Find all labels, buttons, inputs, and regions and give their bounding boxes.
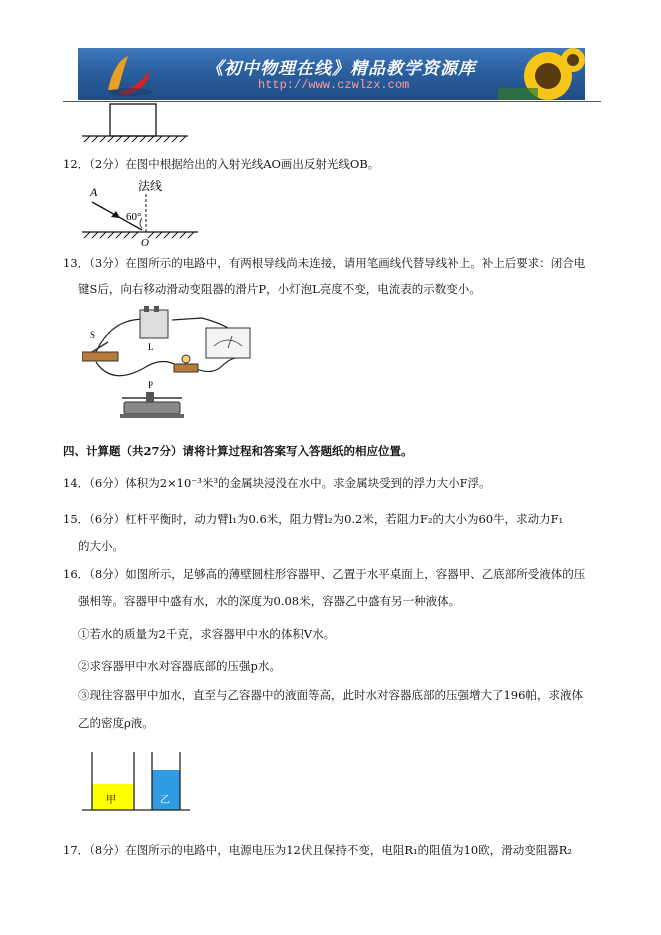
section4-heading: 四、计算题（共27分）请将计算过程和答案写入答题纸的相应位置。 [63, 444, 413, 458]
fig13-label-s: S [90, 330, 96, 340]
battery-icon [140, 306, 168, 338]
q16-part2: ②求容器甲中水对容器底部的压强p水。 [78, 659, 281, 673]
fig16-label-jia: 甲 [106, 795, 116, 806]
ammeter-icon [206, 328, 250, 358]
reflection-figure [80, 176, 200, 248]
q15-line2: 的大小。 [78, 539, 124, 553]
q12-text: 12．（2分）在图中根据给出的入射光线AO画出反射光线OB。 [63, 157, 380, 171]
q16-line2: 强相等。容器甲中盛有水，水的深度为0.08米，容器乙中盛有另一种液体。 [78, 594, 461, 608]
block-on-surface-figure [80, 102, 190, 142]
fig12-label-angle: 60° [126, 211, 142, 223]
circuit-figure [82, 306, 262, 424]
bulb-icon [174, 355, 198, 372]
rheostat-icon [120, 392, 184, 418]
sunflower-icon [498, 48, 585, 100]
q13-line1: 13．（3分）在图所示的电路中，有两根导线尚未连接，请用笔画线代替导线补上。补上后要求：闭合电 [63, 256, 586, 270]
fig13-label-l: L [148, 342, 154, 352]
fig16-label-yi: 乙 [160, 795, 170, 806]
banner-url[interactable]: http://www.czwlzx.com [258, 78, 410, 92]
logo-icon [108, 56, 152, 96]
fig12-label-normal: 法线 [138, 179, 163, 193]
q16-part3-line2: 乙的密度ρ液。 [78, 716, 154, 730]
q14-text: 14．（6分）体积为2×10⁻³米³的金属块浸没在水中。求金属块受到的浮力大小F浮。 [63, 476, 491, 490]
container-jia [92, 752, 134, 810]
fig12-label-a: A [90, 185, 98, 199]
fig13-label-p: P [148, 380, 154, 390]
q13-line2: 键S后，向右移动滑动变阻器的滑片P，小灯泡L亮度不变，电流表的示数变小。 [78, 282, 481, 296]
header-banner [78, 48, 585, 100]
fig12-label-o: O [141, 237, 149, 248]
q17-text: 17．（8分）在图所示的电路中，电源电压为12伏且保持不变，电阻R₁的阻值为10欧，滑动变阻器R₂ [63, 843, 572, 857]
q16-part3-line1: ③现往容器甲中加水，直至与乙容器中的液面等高，此时水对容器底部的压强增大了196帕，求液体 [78, 688, 583, 702]
q16-line1: 16．（8分）如图所示，足够高的薄壁圆柱形容器甲、乙置于水平桌面上，容器甲、乙底部所受液体的压 [63, 567, 586, 581]
container-yi [152, 752, 180, 810]
q15-line1: 15．（6分）杠杆平衡时，动力臂l₁为0.6米，阻力臂l₂为0.2米，若阻力F₂的大小为60牛，求动力F₁ [63, 512, 564, 526]
banner-title: 《初中物理在线》精品教学资源库 [206, 59, 476, 79]
q16-part1: ①若水的质量为2千克，求容器甲中水的体积V水。 [78, 627, 336, 641]
containers-figure [82, 746, 192, 818]
